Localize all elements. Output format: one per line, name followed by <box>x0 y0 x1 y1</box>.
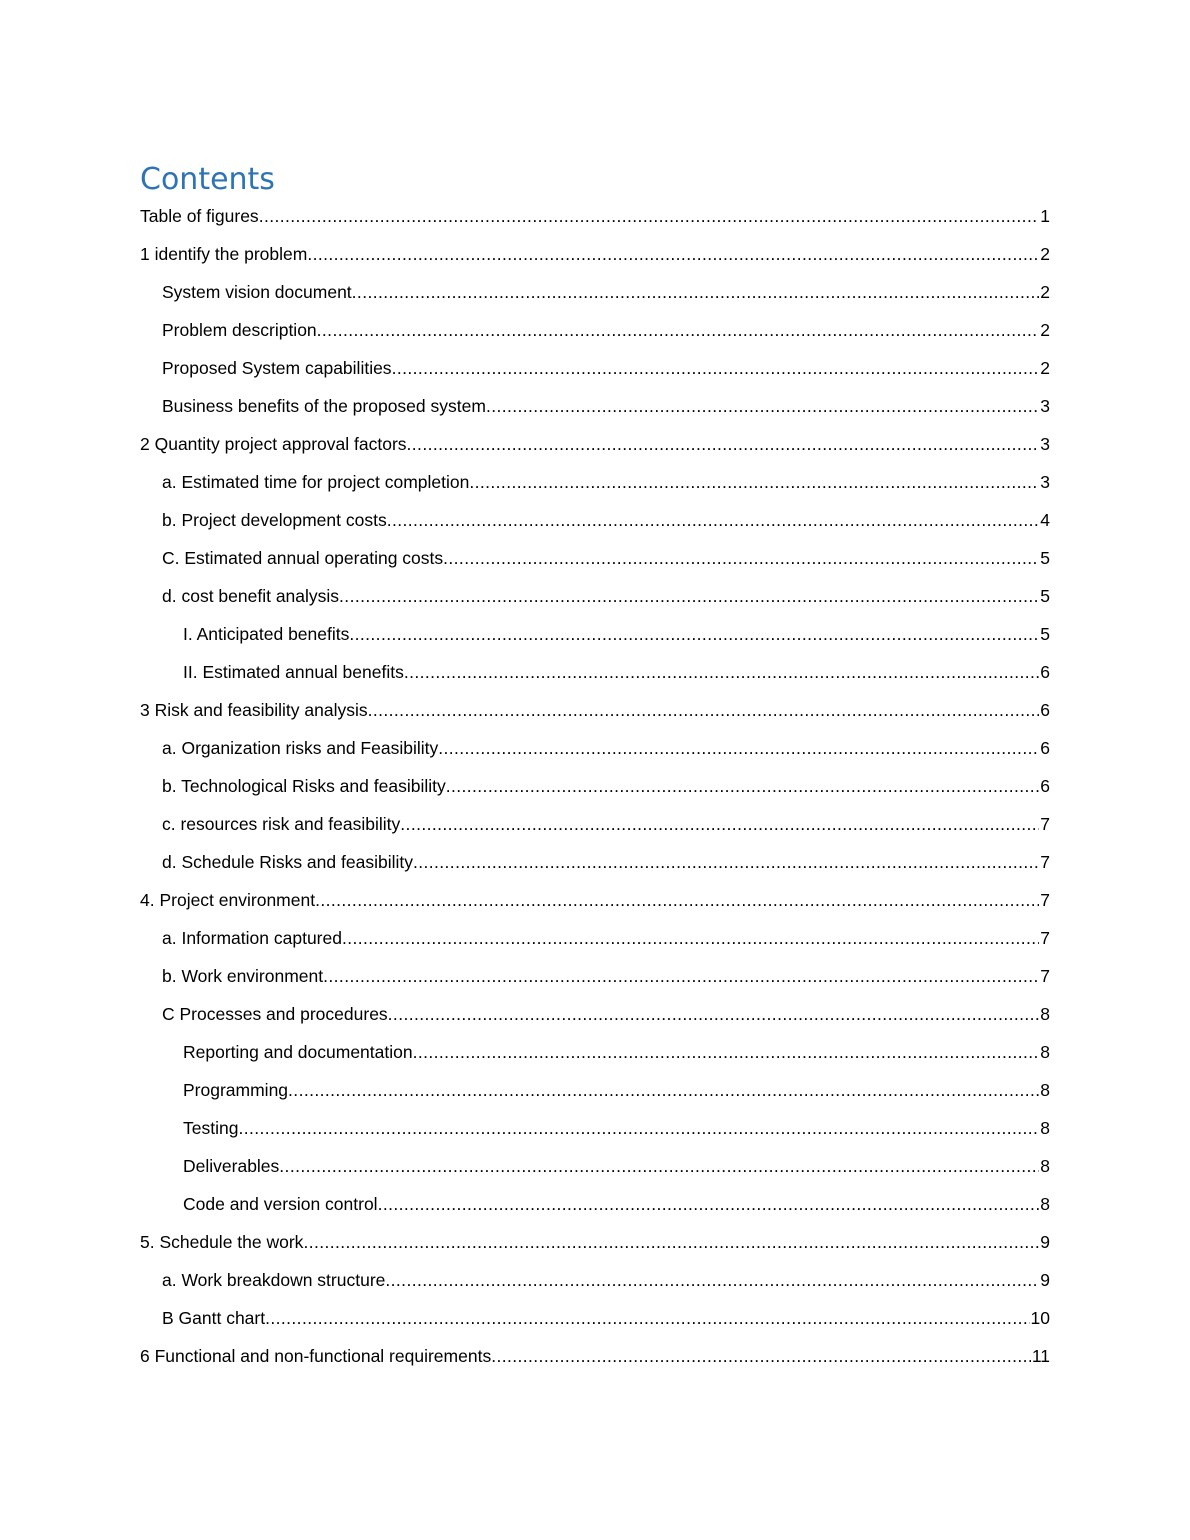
toc-heading: Contents <box>140 162 275 197</box>
toc-entry-page-number: 2 <box>1040 282 1050 302</box>
toc-entry-title: b. Work environment <box>162 966 324 986</box>
toc-entry-title: a. Information captured <box>162 928 342 948</box>
toc-entry-title: Deliverables <box>183 1156 280 1176</box>
toc-dot-leader <box>378 1185 1040 1223</box>
toc-dot-leader <box>413 1033 1040 1071</box>
toc-entry[interactable] <box>140 1147 1050 1185</box>
toc-entry[interactable] <box>140 1261 1050 1299</box>
toc-entry-page-number: 9 <box>1040 1270 1050 1290</box>
toc-entry-title: 1 identify the problem <box>140 244 308 264</box>
toc-dot-leader <box>446 767 1040 805</box>
toc-entry[interactable] <box>140 311 1050 349</box>
toc-entry-title: c. resources risk and feasibility <box>162 814 401 834</box>
toc-entry-title: a. Organization risks and Feasibility <box>162 738 439 758</box>
toc-entry-page-number: 7 <box>1040 966 1050 986</box>
toc-dot-leader <box>288 1071 1039 1109</box>
toc-entry[interactable] <box>140 539 1050 577</box>
toc-dot-leader <box>349 615 1039 653</box>
toc-entry-title: Business benefits of the proposed system <box>162 396 486 416</box>
toc-dot-leader <box>368 691 1040 729</box>
toc-entry[interactable] <box>140 1071 1050 1109</box>
toc-dot-leader <box>265 1299 1029 1337</box>
toc-dot-leader <box>443 539 1039 577</box>
toc-dot-leader <box>486 387 1039 425</box>
toc-entry-page-number: 5 <box>1040 624 1050 644</box>
toc-dot-leader <box>323 957 1039 995</box>
toc-entry[interactable] <box>140 273 1050 311</box>
toc-entry-page-number: 7 <box>1040 814 1050 834</box>
toc-entry-page-number: 3 <box>1040 434 1050 454</box>
toc-entry[interactable] <box>140 425 1050 463</box>
toc-entry[interactable] <box>140 1033 1050 1071</box>
toc-entry-page-number: 2 <box>1040 320 1050 340</box>
toc-dot-leader <box>259 197 1040 235</box>
toc-entry[interactable] <box>140 349 1050 387</box>
toc-entry-title: a. Work breakdown structure <box>162 1270 386 1290</box>
toc-entry-page-number: 8 <box>1040 1042 1050 1062</box>
toc-entry-page-number: 2 <box>1040 358 1050 378</box>
toc-entry[interactable] <box>140 691 1050 729</box>
toc-dot-leader <box>388 995 1040 1033</box>
toc-entry[interactable] <box>140 957 1050 995</box>
toc-dot-leader <box>315 881 1039 919</box>
toc-entry-page-number: 8 <box>1040 1080 1050 1100</box>
toc-entry-title: Programming <box>183 1080 289 1100</box>
toc-entry-page-number: 8 <box>1040 1156 1050 1176</box>
toc-entry-page-number: 11 <box>1031 1346 1050 1366</box>
toc-entry[interactable] <box>140 805 1050 843</box>
toc-dot-leader <box>413 843 1039 881</box>
toc-entry[interactable] <box>140 1299 1050 1337</box>
toc-dot-leader <box>469 463 1039 501</box>
toc-entry-page-number: 3 <box>1040 396 1050 416</box>
toc-dot-leader <box>238 1109 1039 1147</box>
toc-entry-title: d. Schedule Risks and feasibility <box>162 852 413 872</box>
toc-entry-page-number: 5 <box>1040 586 1050 606</box>
toc-dot-leader <box>407 425 1040 463</box>
toc-entry-title: d. cost benefit analysis <box>162 586 340 606</box>
toc-entry[interactable] <box>140 615 1050 653</box>
toc-entry-page-number: 7 <box>1040 890 1050 910</box>
toc-entry-title: Code and version control <box>183 1194 378 1214</box>
toc-entry[interactable] <box>140 843 1050 881</box>
toc-entry-title: C Processes and procedures <box>162 1004 388 1024</box>
toc-entry-title: Proposed System capabilities <box>162 358 392 378</box>
toc-entry[interactable] <box>140 1223 1050 1261</box>
toc-entry[interactable] <box>140 995 1050 1033</box>
toc-entry-title: Table of figures <box>140 206 259 226</box>
toc-dot-leader <box>352 273 1040 311</box>
toc-dot-leader <box>404 653 1039 691</box>
toc-entry-page-number: 3 <box>1040 472 1050 492</box>
toc-entry-page-number: 6 <box>1040 700 1050 720</box>
toc-dot-leader <box>491 1337 1031 1375</box>
toc-entry-title: I. Anticipated benefits <box>183 624 350 644</box>
toc-entry[interactable] <box>140 235 1050 273</box>
toc-entry-title: C. Estimated annual operating costs <box>162 548 444 568</box>
toc-entry[interactable] <box>140 501 1050 539</box>
toc-entry-title: System vision document <box>162 282 352 302</box>
toc-entry[interactable] <box>140 729 1050 767</box>
toc-entry-title: Problem description <box>162 320 317 340</box>
toc-dot-leader <box>392 349 1040 387</box>
toc-dot-leader <box>303 1223 1039 1261</box>
toc-entry-title: Reporting and documentation <box>183 1042 413 1062</box>
toc-entry-title: 5. Schedule the work <box>140 1232 304 1252</box>
toc-entry-title: a. Estimated time for project completion <box>162 472 470 492</box>
toc-entry[interactable] <box>140 577 1050 615</box>
toc-entry[interactable] <box>140 197 1050 235</box>
toc-dot-leader <box>385 1261 1039 1299</box>
toc-entry-title: 2 Quantity project approval factors <box>140 434 407 454</box>
toc-entry[interactable] <box>140 1185 1050 1223</box>
toc-entry-page-number: 7 <box>1040 852 1050 872</box>
toc-entry[interactable] <box>140 881 1050 919</box>
toc-entry-title: II. Estimated annual benefits <box>183 662 404 682</box>
toc-entry[interactable] <box>140 1337 1050 1375</box>
toc-entry[interactable] <box>140 653 1050 691</box>
toc-entry[interactable] <box>140 463 1050 501</box>
toc-entry-page-number: 7 <box>1040 928 1050 948</box>
toc-entry-page-number: 2 <box>1040 244 1050 264</box>
toc-entry-title: 3 Risk and feasibility analysis <box>140 700 368 720</box>
toc-dot-leader <box>307 235 1039 273</box>
toc-entry-title: b. Technological Risks and feasibility <box>162 776 446 796</box>
toc-entry[interactable] <box>140 1109 1050 1147</box>
toc-entry-page-number: 9 <box>1040 1232 1050 1252</box>
toc-dot-leader <box>400 805 1039 843</box>
toc-entry-title: b. Project development costs <box>162 510 387 530</box>
toc-entry-title: 6 Functional and non-functional requirements <box>140 1346 492 1366</box>
toc-entry-page-number: 6 <box>1040 738 1050 758</box>
toc-entry[interactable] <box>140 767 1050 805</box>
toc-dot-leader <box>317 311 1040 349</box>
toc-entry-page-number: 6 <box>1040 662 1050 682</box>
toc-entry-page-number: 5 <box>1040 548 1050 568</box>
table-of-contents <box>140 197 1050 1375</box>
toc-entry-title: Testing <box>183 1118 239 1138</box>
toc-entry-title: B Gantt chart <box>162 1308 266 1328</box>
toc-dot-leader <box>387 501 1040 539</box>
toc-dot-leader <box>339 577 1039 615</box>
toc-entry-page-number: 6 <box>1040 776 1050 796</box>
toc-entry[interactable] <box>140 919 1050 957</box>
toc-dot-leader <box>342 919 1039 957</box>
toc-entry-page-number: 8 <box>1040 1194 1050 1214</box>
toc-entry-page-number: 1 <box>1040 206 1050 226</box>
toc-entry-page-number: 4 <box>1040 510 1050 530</box>
toc-entry-title: 4. Project environment <box>140 890 316 910</box>
toc-entry[interactable] <box>140 387 1050 425</box>
toc-entry-page-number: 10 <box>1030 1308 1050 1328</box>
toc-entry-page-number: 8 <box>1040 1118 1050 1138</box>
toc-dot-leader <box>279 1147 1039 1185</box>
toc-entry-page-number: 8 <box>1040 1004 1050 1024</box>
toc-dot-leader <box>438 729 1039 767</box>
